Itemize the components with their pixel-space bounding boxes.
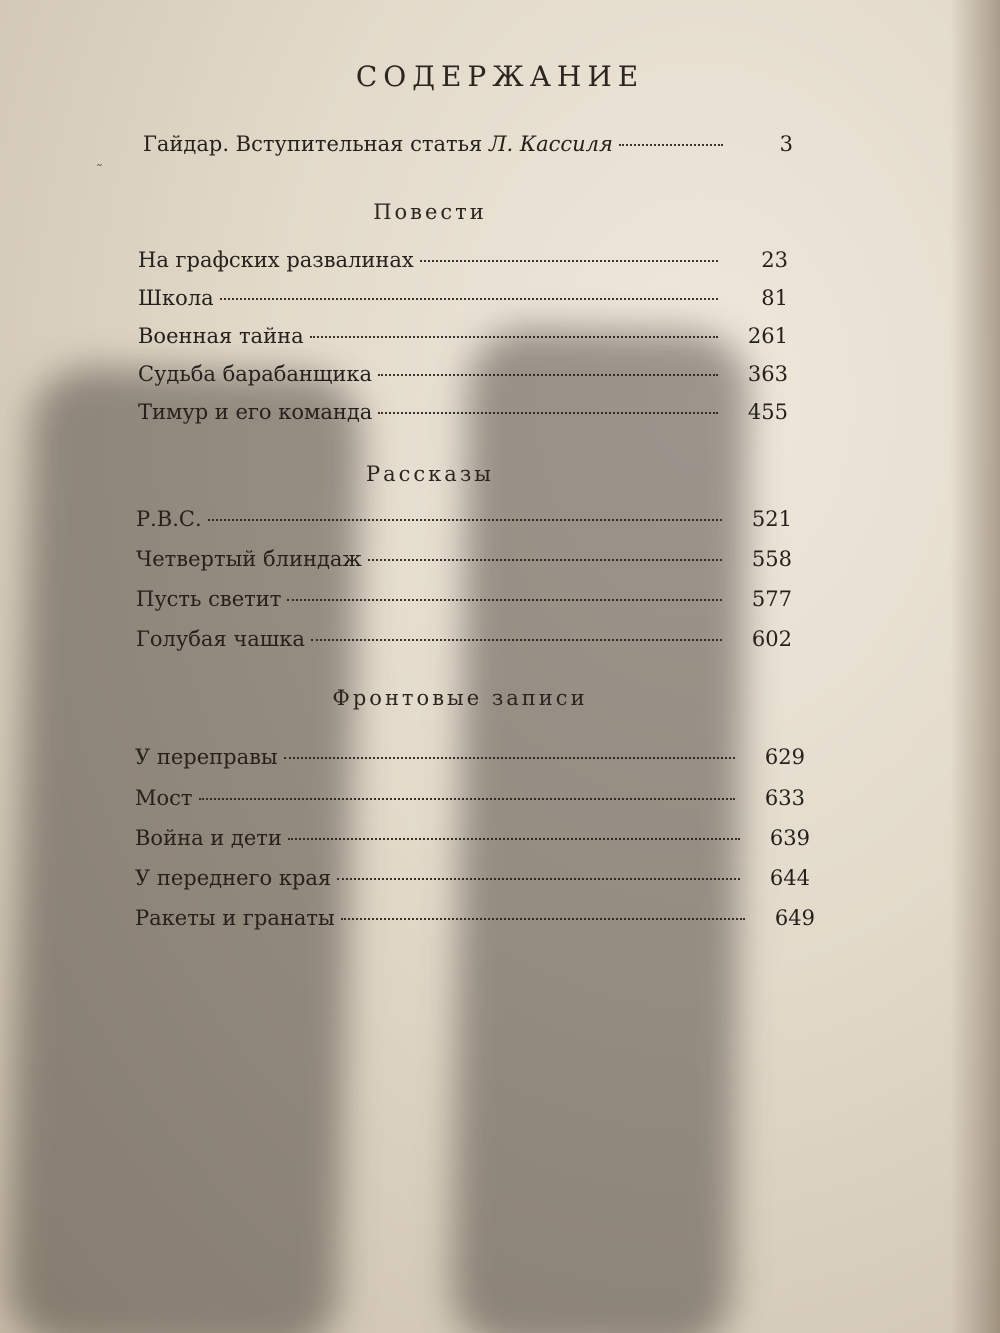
toc-entry: У переднего края 644 [135,866,810,890]
leader-dots [208,519,722,521]
page-title: СОДЕРЖАНИЕ [355,60,645,93]
leader-dots [287,599,722,601]
toc-entry: Война и дети 639 [135,826,810,850]
page-edge-shade [950,0,1000,1333]
section-heading: Рассказы [366,462,494,486]
leader-dots [284,757,735,759]
toc-entry: Военная тайна 261 [138,324,788,348]
toc-entry-intro [143,132,793,156]
leader-dots [341,918,745,920]
toc-entry: Пусть светит 577 [136,587,792,611]
leader-dots [619,144,723,146]
leader-dots [337,878,740,880]
leader-dots [378,374,718,376]
toc-entry: Мост 633 [135,786,805,810]
toc-entry: Тимур и его команда 455 [138,400,788,424]
toc-entry: Четвертый блиндаж 558 [136,547,792,571]
toc-entry: Голубая чашка 602 [136,627,792,651]
leader-dots [311,639,722,641]
toc-entry: Ракеты и гранаты 649 [135,906,815,930]
toc-entry: Школа 81 [138,286,788,310]
leader-dots [378,412,718,414]
toc-entry: На графских развалинах 23 [138,248,788,272]
section-heading: Фронтовые записи [332,686,588,710]
leader-dots [368,559,722,561]
margin-mark: ˜ [96,163,103,179]
leader-dots [199,798,735,800]
leader-dots [288,838,740,840]
leader-dots [310,336,718,338]
toc-entry: У переправы 629 [135,745,805,769]
toc-entry: Судьба барабанщика 363 [138,362,788,386]
leader-dots [220,298,718,300]
toc-entry: Р.В.С. 521 [136,507,792,531]
toc-entry-title: Гайдар. Вступительная статья Л. Кассиля [143,132,613,156]
section-heading: Повести [373,200,487,224]
leader-dots [420,260,718,262]
author-name: Л. Кассиля [488,132,613,156]
toc-entry-page: 3 [779,132,793,156]
